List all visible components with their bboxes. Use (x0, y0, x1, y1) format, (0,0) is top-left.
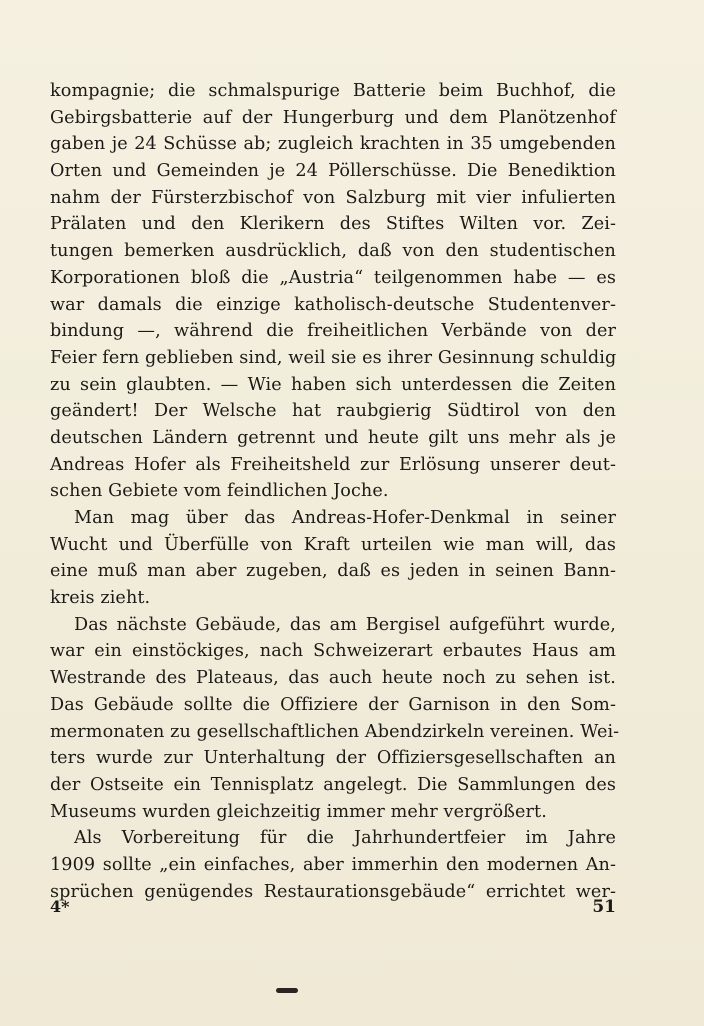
text-line: zu sein glaubten. — Wie haben sich unterdessen die Zeiten (50, 374, 616, 395)
paragraph-2 (50, 505, 616, 612)
text-line: 1909 sollte „ein einfaches, aber immerhin den modernen An- (50, 854, 616, 875)
text-line: eine muß man aber zugeben, daß es jeden in seinen Bann- (50, 561, 616, 582)
text-line: Prälaten und den Klerikern des Stiftes Wilten vor. Zei- (50, 214, 616, 235)
text-line: kreis zieht. (50, 588, 151, 609)
text-line: gaben je 24 Schüsse ab; zugleich krachten in 35 umgebenden (50, 134, 616, 155)
text-line: nahm der Fürsterzbischof von Salzburg mit vier infulierten (50, 187, 616, 208)
paragraph-1 (50, 78, 616, 505)
text-line: bindung —, während die freiheitlichen Verbände von der (50, 321, 616, 342)
signature-mark: 4* (50, 897, 70, 916)
text-line: tungen bemerken ausdrücklich, daß von den studentischen (50, 241, 616, 262)
text-line: Museums wurden gleichzeitig immer mehr vergrößert. (50, 801, 547, 822)
paragraph-3 (50, 612, 620, 826)
body-text (50, 78, 620, 905)
text-line: Gebirgsbatterie auf der Hungerburg und dem Planötzenhof (50, 107, 616, 128)
paragraph-4 (50, 825, 616, 905)
text-line: Korporationen bloß die „Austria“ teilgenommen habe — es (50, 267, 616, 288)
text-line: schen Gebiete vom feindlichen Joche. (50, 481, 389, 502)
text-line: Das Gebäude sollte die Offiziere der Garnison in den Som- (50, 694, 616, 715)
page-number: 51 (592, 897, 616, 917)
text-line: war ein einstöckiges, nach Schweizerart erbautes Haus am (50, 641, 616, 662)
text-line: der Ostseite ein Tennisplatz angelegt. Die Sammlungen des (50, 774, 616, 795)
text-line: geändert! Der Welsche hat raubgierig Südtirol von den (50, 401, 616, 422)
text-line: Andreas Hofer als Freiheitsheld zur Erlösung unserer deut- (50, 454, 616, 475)
text-line: ters wurde zur Unterhaltung der Offiziersgesellschaften an (50, 748, 616, 769)
text-line: Feier fern geblieben sind, weil sie es ihrer Gesinnung schuldig (50, 347, 617, 368)
text-line: kompagnie; die schmalspurige Batterie beim Buchhof, die (50, 81, 616, 101)
text-line: deutschen Ländern getrennt und heute gilt uns mehr als je (50, 427, 616, 448)
text-line: sprüchen genügendes Restaurationsgebäude“ errichtet wer- (50, 881, 616, 902)
ink-smudge (276, 988, 298, 993)
text-line: Als Vorbereitung für die Jahrhundertfeier im Jahre (74, 828, 616, 849)
text-line: Man mag über das Andreas-Hofer-Denkmal in seiner (74, 508, 616, 528)
text-line: Das nächste Gebäude, das am Bergisel aufgeführt wurde, (74, 614, 616, 635)
text-line: Orten und Gemeinden je 24 Pöllerschüsse. Die Benediktion (50, 161, 616, 182)
text-line: war damals die einzige katholisch-deutsche Studentenver- (50, 294, 616, 315)
text-line: mermonaten zu gesellschaftlichen Abendzirkeln vereinen. Wei- (50, 721, 620, 742)
text-line: Westrande des Plateaus, das auch heute noch zu sehen ist. (50, 668, 616, 689)
text-line: Wucht und Überfülle von Kraft urteilen wie man will, das (50, 534, 616, 555)
